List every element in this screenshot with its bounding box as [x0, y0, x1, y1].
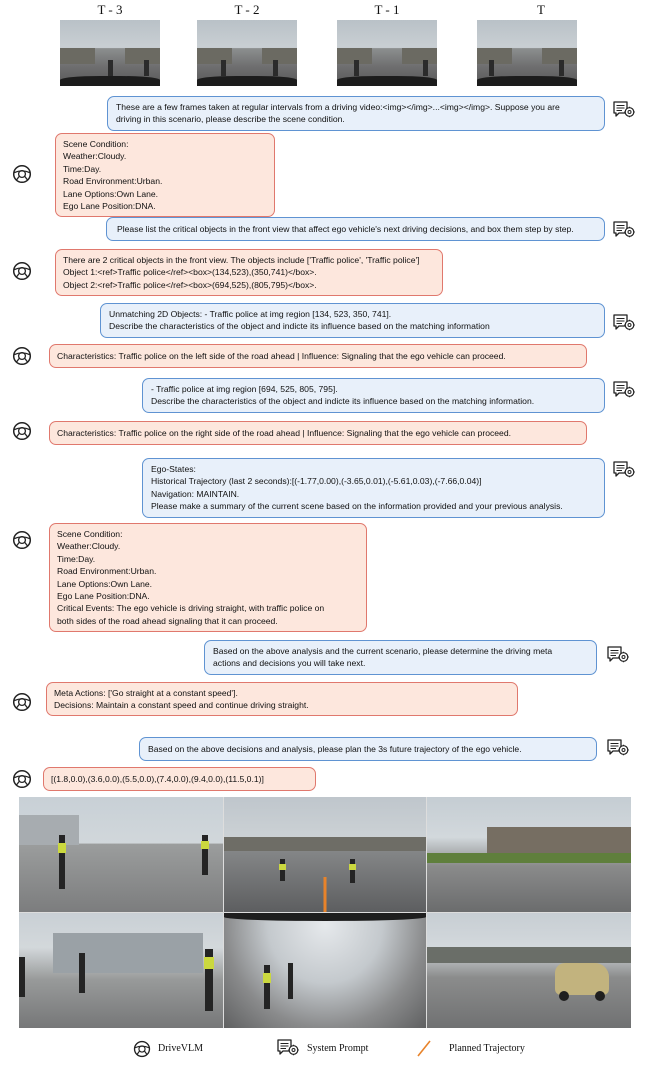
prompt-bubble-6 — [204, 640, 597, 675]
prompt-7-line-1: Based on the above decisions and analysis, please plan the 3s future trajectory of the ego vehicle. — [148, 744, 522, 754]
steering-wheel-icon — [12, 346, 32, 366]
system-prompt-icon — [606, 738, 630, 758]
prompt-1-line-1: These are a few frames taken at regular intervals from a driving video:<img></img>...<img></img>. Suppose you are — [116, 102, 560, 112]
system-prompt-icon — [612, 100, 636, 120]
response-5-line-3: Time:Day. — [57, 553, 96, 564]
response-5-line-4: Road Environment:Urban. — [57, 566, 157, 577]
system-prompt-icon — [612, 313, 636, 333]
response-5-line-7: Critical Events: The ego vehicle is driving straight, with traffic police on — [57, 603, 325, 614]
prompt-4-line-1: - Traffic police at img region [694, 525, 805, 795]. — [151, 384, 338, 394]
response-5-line-2: Weather:Cloudy. — [57, 541, 121, 552]
prompt-bubble-7 — [139, 737, 597, 761]
prompt-bubble-1 — [107, 96, 605, 131]
response-1-line-6: Ego Lane Position:DNA. — [63, 201, 156, 212]
steering-wheel-icon — [12, 769, 32, 789]
frame-label-t2: T - 2 — [234, 2, 260, 17]
prompt-6-line-2: actions and decisions you will take next. — [213, 658, 366, 669]
frame-thumbnail-t1 — [337, 20, 437, 86]
prompt-2-line-1: Please list the critical objects in the front view that affect ego vehicle's next driving decisions, and box them step by step. — [117, 224, 574, 234]
response-bubble-1 — [55, 133, 275, 217]
prompt-bubble-5 — [142, 458, 605, 518]
system-prompt-icon — [612, 460, 636, 480]
response-1-line-3: Time:Day. — [63, 163, 102, 174]
steering-wheel-icon — [12, 261, 32, 281]
camera-front-right — [427, 797, 631, 912]
response-2-line-1: There are 2 critical objects in the front view. The objects include ['Traffic police', 'Traffic police'] — [63, 255, 420, 265]
prompt-bubble-3 — [100, 303, 605, 338]
steering-wheel-icon — [12, 692, 32, 712]
prompt-5-line-3: Navigation: MAINTAIN. — [151, 488, 240, 499]
camera-back-right — [427, 913, 631, 1028]
response-6-line-1: Meta Actions: ['Go straight at a constant speed']. — [54, 688, 238, 698]
steering-wheel-icon — [12, 421, 32, 441]
frame-label-t: T — [537, 2, 545, 17]
frame-thumbnail-t2 — [197, 20, 297, 86]
frame-thumbnail-t3 — [60, 20, 160, 86]
frame-thumbnail-t — [477, 20, 577, 86]
frame-label-t1: T - 1 — [374, 2, 400, 17]
response-bubble-5 — [49, 523, 367, 632]
response-2-line-3: Object 2:<ref>Traffic police</ref><box>(694,525),(805,795)</box>. — [63, 279, 317, 290]
response-1-line-1: Scene Condition: — [63, 139, 129, 149]
camera-back — [224, 913, 426, 1028]
prompt-5-line-4: Please make a summary of the current scene based on the information provided and your previous analysis. — [151, 501, 563, 512]
steering-wheel-icon — [133, 1040, 151, 1058]
prompt-5-line-2: Historical Trajectory (last 2 seconds):[(-1.77,0.00),(-3.65,0.01),(-5.61,0.03),(-7.66,0.04)] — [151, 476, 482, 487]
planned-trajectory-icon — [415, 1038, 433, 1058]
response-5-line-5: Lane Options:Own Lane. — [57, 578, 153, 589]
camera-front — [224, 797, 426, 912]
frame-label-t3: T - 3 — [97, 2, 123, 17]
response-bubble-2 — [55, 249, 443, 296]
camera-front-left — [19, 797, 223, 912]
system-prompt-icon — [276, 1038, 300, 1058]
response-3-line-1: Characteristics: Traffic police on the left side of the road ahead | Influence: Signaling that the ego vehicle can proceed. — [57, 351, 506, 361]
response-5-line-1: Scene Condition: — [57, 529, 123, 539]
system-prompt-icon — [606, 645, 630, 665]
response-1-line-2: Weather:Cloudy. — [63, 151, 127, 162]
response-1-line-4: Road Environment:Urban. — [63, 176, 163, 187]
legend-planned-trajectory-label: Planned Trajectory — [449, 1043, 525, 1054]
response-5-line-8: both sides of the road ahead signaling that it can proceed. — [57, 615, 278, 626]
response-bubble-7 — [43, 767, 316, 791]
legend-drivevlm-label: DriveVLM — [158, 1043, 203, 1054]
response-2-line-2: Object 1:<ref>Traffic police</ref><box>(134,523),(350,741)</box>. — [63, 267, 317, 278]
response-7-line-1: [(1.8,0.0),(3.6,0.0),(5.5,0.0),(7.4,0.0),(9.4,0.0),(11.5,0.1)] — [51, 774, 264, 784]
prompt-3-line-2: Describe the characteristics of the object and indicte its influence based on the matching information — [109, 321, 490, 332]
system-prompt-icon — [612, 220, 636, 240]
prompt-3-line-1: Unmatching 2D Objects: - Traffic police at img region [134, 523, 350, 741]. — [109, 309, 392, 319]
response-bubble-6 — [46, 682, 518, 716]
response-5-line-6: Ego Lane Position:DNA. — [57, 591, 150, 602]
response-6-line-2: Decisions: Maintain a constant speed and continue driving straight. — [54, 700, 309, 711]
prompt-bubble-2 — [106, 217, 605, 241]
prompt-4-line-2: Describe the characteristics of the object and indicte its influence based on the matching information. — [151, 396, 535, 407]
prompt-bubble-4 — [142, 378, 605, 413]
steering-wheel-icon — [12, 530, 32, 550]
surround-view-grid — [19, 797, 631, 1028]
camera-back-left — [19, 913, 223, 1028]
prompt-5-line-1: Ego-States: — [151, 464, 196, 474]
response-bubble-4 — [49, 421, 587, 445]
legend-system-prompt-label: System Prompt — [307, 1043, 369, 1054]
steering-wheel-icon — [12, 164, 32, 184]
system-prompt-icon — [612, 380, 636, 400]
response-1-line-5: Lane Options:Own Lane. — [63, 188, 159, 199]
response-bubble-3 — [49, 344, 587, 368]
prompt-1-line-2: driving in this scenario, please describe the scene condition. — [116, 114, 345, 125]
prompt-6-line-1: Based on the above analysis and the current scenario, please determine the driving meta — [213, 646, 553, 656]
response-4-line-1: Characteristics: Traffic police on the right side of the road ahead | Influence: Signaling that the ego vehicle can proceed. — [57, 428, 511, 438]
